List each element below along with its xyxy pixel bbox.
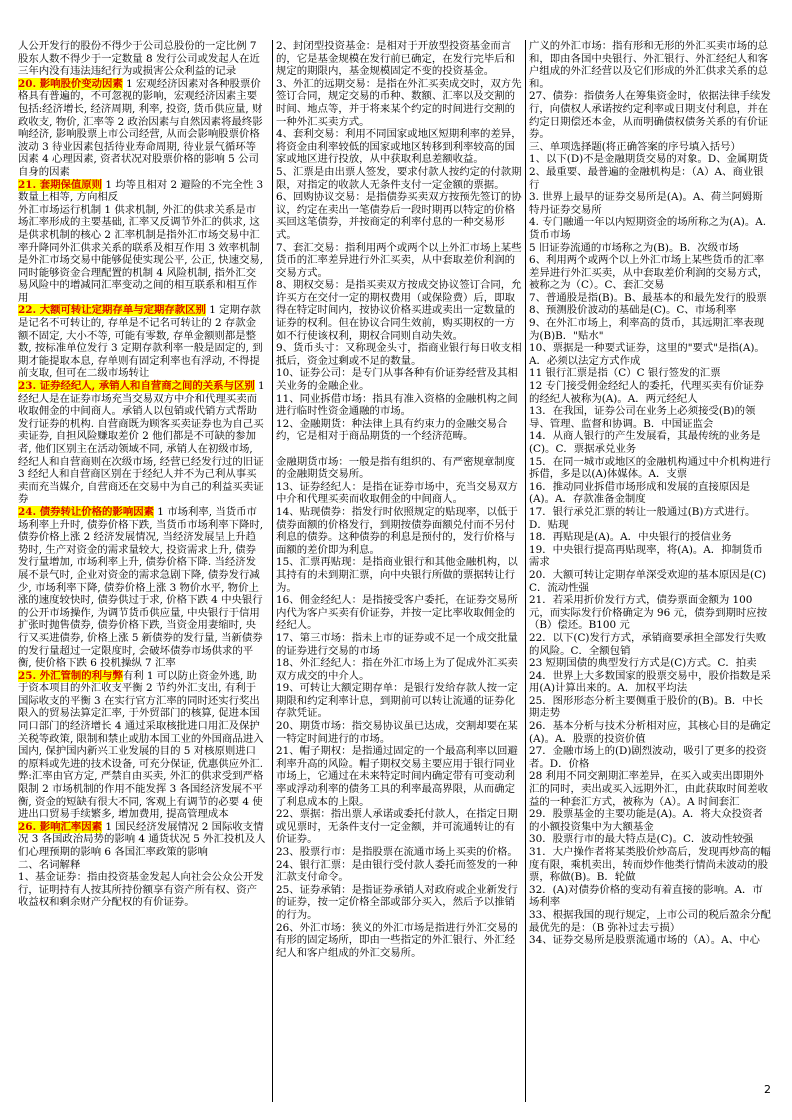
column-2 [272,40,522,1102]
col3-paragraph: 6、利用两个或两个以上外汇市场上某些货币的汇率差异进行外汇买卖，从中套取差价利润的交易方式，被称之为（C）。C、套汇交易 [529,254,768,292]
col2-paragraph: 5、汇票是由出票人签发，要求付款人按约定的付款期限，对指定的收款人无条件支付一定金额的票据。 [276,165,522,191]
col3-paragraph: 1、以下(D)不是金融期货交易的对象。D、金属期货 [529,153,769,166]
col2-paragraph: 18、外汇经纪人：指在外汇市场上为了促成外汇买卖双方成交的中介人。 [276,657,518,682]
col3-paragraph: 三、单项选择题(将正确答案的序号填入括号） [529,140,741,153]
col3-paragraph: 20．大额可转让定期存单深受欢迎的基本原因是(C)C．流动性强 [529,568,767,594]
col3-paragraph: 27．金融市场上的(D)剧烈波动，吸引了更多的投资者。D．价格 [529,745,767,770]
col3-paragraph: 10、票据是一种要式证券，这里的"要式"是指(A)。A．必须以法定方式作成 [529,342,765,367]
col2-paragraph: 19、可转让大额定期存单：是银行发给存款人按一定期限和约定利率计息，到期前可以转让流通的证券化存款凭证。 [276,682,518,720]
col3-paragraph: 16．推动同业拆借市场形成和发展的直接原因是(A)。A．存款准备金制度 [529,480,751,506]
col2-paragraph: 17、第三市场：指未上市的证券或不足一个成交批量的证券进行交易的市场 [276,631,518,657]
col2-paragraph: 13、证券经纪人：是指在证券市场中，充当交易双方中介和代理买卖而收取佣金的中间商人。 [276,480,518,506]
col3-paragraph: 34、证券交易所是股票流通市场的（A）。A、中心 [529,934,760,947]
paragraph-text: 有利 1 可以防止资金外逃, 助于资本项目的外汇收支平衡 2 节约外汇支出, 有利于国际收支的平衡 3 在实行官方汇率的同时还实行奖出限入的贸易法算定汇率, 于外贸部门的核算, 促进本国同口部门的经济增长 4 通过采取核批进口用汇及保护关税等政策, 限制和禁止或肋本国工业的外国商品进入国内, 保护国内新兴工业发展的目的 5 对核原则进口的原料或先进的技术设备, 可充分保证, 优惠供应外汇. 弊:汇率由官方定, 严禁自由买卖, 外汇的供求受到严格限制 2 市场机制的作用不能发挥 3 各国经济发展不平衡, 资金的短缺有很大不同, 客观上有调节的必要 4 使进出口贸易手续繁多, 增加费用, 提高管理成本 [18,669,264,821]
section-heading: 20. 影响股价变动因素 [18,77,123,90]
col2-paragraph: 20、期货市场：指交易协议虽已达成，交割却要在某一特定时间进行的市场。 [276,720,518,745]
col2-paragraph: 4、套利交易：利用不同国家或地区短期利率的差异，将资金由利率较低的国家或地区转移到利率较高的国家或地区进行投放，从中获取利息差额收益。 [276,128,522,166]
col3-paragraph: 广义的外汇市场：指有形和无形的外汇买卖市场的总和，即由各国中央银行、外汇银行、外汇经纪人和客户组成的外汇经营以及它们形成的外汇供求关系的总和。 [529,40,768,90]
col2-paragraph: 8、期权交易：是指买卖双方按成交协议签订合同，允许买方在交付一定的期权费用（或保险费）后，即取得在特定时间内，按协议价格买进或卖出一定数量的证券的权利。但在协议合同生效前，购买期权的一方如不行使该权利，期权合同则自动失效。 [276,279,522,342]
col1-paragraph [18,179,266,204]
col3-paragraph: 3. 世界上最早的证券交易所是(A)。A、荷兰阿姆斯特丹证券交易所 [529,191,763,216]
col3-paragraph: 5 旧证券流通的市场称之为(B)。B．次级市场 [529,241,739,254]
col3-paragraph: 29．股票基金的主要功能是(A)。A．将大众投资者的小额投资集中为大额基金 [529,808,763,833]
col3-paragraph: 24．世界上大多数国家的股票交易中，股价指数是采用(A)计算出来的。A．加权平均法 [529,669,771,695]
col3-paragraph: 8、预测股价波动的基础是(C)。C、市场利率 [529,304,737,317]
col3-paragraph: 28 利用不同交割期汇率差异，在买入或卖出即期外汇的同时，卖出或买入远期外汇，由此获取时间差收益的一种套汇方式，被称为（A）。A 时间套汇 [529,770,768,808]
col3-paragraph: 2、最重要、最普遍的金融机构是：（A）A、商业银行 [529,165,764,191]
col3-paragraph: 21．若采用折价发行方式，债券票面金额为 100 元，而实际发行价格确定为 96 元，债券到期时应按（B）偿还。B100 元 [529,594,768,632]
col1-paragraph [18,380,266,506]
col2-paragraph: 24、银行汇票：是由银行受付款人委托而签发的一种汇款支付命令。 [276,858,518,884]
col2-paragraph: 11、同业拆借市场：指具有准入资格的金融机构之间进行临时性资金通融的市场。 [276,392,518,418]
col2-paragraph: 22、票据：指出票人承诺或委托付款人，在指定日期或见票时，无条件支付一定金额，并可流通转让的有价证券。 [276,808,518,846]
col1-paragraph [18,871,266,909]
col3-paragraph: 17．银行承兑汇票的转让一般通过(B)方式进行。D．贴现 [529,505,756,531]
col1-paragraph [18,859,266,872]
col2-paragraph: 16、佣金经纪人：是指接受客户委托，在证券交易所内代为客户买卖有价证券，并按一定比率收取佣金的经纪人。 [276,594,518,632]
col2-paragraph: 2、封闭型投资基金：是相对于开放型投资基金而言的，它是基金规模在发行前已确定，在发行完毕后和规定的期限内，基金规模固定不变的投资基金。 [276,40,515,78]
col3-paragraph: 31．大户操作者将某类股价炒高后，发现再炒高的幅度有限，乘机卖出，转而炒作他类行情尚未波动的股票，称做(B)。B．轮做 [529,846,771,884]
section-heading: 23. 证券经纪人, 承销人和自营商之间的关系与区别 [18,380,255,393]
section-heading: 26. 影响汇率因素 [18,820,103,833]
col1-paragraph [18,670,266,821]
col3-paragraph: 4. 专门融通一年以内短期资金的场所称之为(A)。A. 货币市场 [529,216,767,241]
column-1 [18,40,266,1102]
col3-paragraph: 22．以下(C)发行方式，承销商要承担全部发行失败的风险。C．全额包销 [529,631,767,657]
col3-paragraph: 7、普通股是指(B)。B、最基本的和最先发行的股票 [529,291,767,304]
col3-paragraph: 12 专门接受佣金经纪人的委托，代理买卖有价证券的经纪人被称为(A)。A．两元经纪人 [529,380,764,405]
col1-paragraph [18,40,266,78]
paragraph-text: 1 宏观经济因素对各种股票价格具有普遍的，不可忽视的影响，宏观经济因素主要包括:经济增长, 经济周期, 利率, 投资, 货币供应量, 财政收支, 物价, 汇率等 2 政治因素与自然因素将最终影响经济, 影响股票上市公司经营, 从而会影响股票价格波动 3 待业因素包括待业寿命周期, 待业景气循环等因素 4 心理因素, 资者状况对股票价格的影响 5 公司自身的因素 [18,77,263,178]
col2-paragraph: 6、回购协议交易：是指债券买卖双方按预先签订的协议，约定在卖出一笔债券后一段时期再以特定的价格买回这笔债券，并按商定的利率付息的一种交易形式。 [276,191,522,241]
col3-paragraph: 13．在我国，证券公司在业务上必须接受(B)的领导、管理、监督和协调。B．中国证监会 [529,405,756,430]
col2-paragraph: 9、货币头寸：又称现金头寸，指商业银行每日收支相抵后，资金过剩或不足的数量。 [276,342,522,367]
paragraph-text: 1 经纪人是在证券市场充当交易双方中介和代理买卖而收取佣金的中间商人。承销人以包销或代销方式帮助发行证券的机构. 自营商既为顾客买卖证券也为自己买卖证券, 自担风险赚取差价 2 他们都是不可缺的参加者, 他们区别主在活动领域不同, 承销人在初级市场, 经纪人和自营商则在次级市场, 经营已经发行过的旧证 3 经纪人和自营商区别在于经纪人并不为己利从事买卖而充当媒介, 自营商还在交易中为自己的利益买卖证券 [18,380,265,506]
col2-paragraph: 7、套汇交易：指利用两个或两个以上外汇市场上某些货币的汇率差异进行外汇买卖，从中套取差价利润的交易方式。 [276,241,522,279]
col1-paragraph [18,204,266,305]
col2-paragraph: 26、外汇市场：狭义的外汇市场是指进行外汇交易的有形的固定场所，即由一些指定的外汇银行、外汇经纪人和客户组成的外汇交易所。 [276,921,518,959]
col3-paragraph: 18．再贴现是(A)。A．中央银行的授信业务 [529,531,732,544]
paragraph-text: 二、名词解释 [18,858,81,871]
col2-paragraph: 金融期货市场：一般是指有组织的、有严密规章制度的金融期货交易所。 [276,455,515,481]
paragraph-text: 1 国民经济发展情况 2 国际收支情况 3 各国政治局势的影响 4 通货状况 5 外汇投机及人们心理预期的影响 6 各国汇率政策的影响 [18,820,266,858]
section-heading: 22. 大额可转让定期存单与定期存款区别 [18,304,206,317]
col2-paragraph: 3、外汇的远期交易：是指在外汇买卖成交时，双方先签订合同，规定交易的币种、数额、汇率以及交割的时间、地点等，并于将来某个约定的时间进行交割的一种外汇买卖方式。 [276,77,522,128]
col2-paragraph: 12、金融期货：种法律上具有约束力的金融交易合约，它是相对于商品期货的一个经济范畴。 [276,417,508,443]
col2-paragraph: 10、证券公司：是专门从事各种有价证券经营及其相关业务的金融企业。 [276,367,518,393]
paragraph-text: 人公开发行的股份不得少于公司总股份的一定比例 7 股东人数不得少于一定数量 8 发行公司或发起人在近三年内没有违法违纪行为或损害公众利益的记录 [18,40,260,78]
col3-paragraph: 27、债券：指债务人在筹集资金时，依据法律手续发行，向债权人承诺按约定利率或日期支付利息，并在约定日期偿还本金，从而明确债权债务关系的有价证券。 [529,90,771,141]
col1-paragraph [18,821,266,859]
page-number: 2 [764,1083,771,1096]
col2-paragraph: 15、汇票再贴现：是指商业银行和其他金融机构，以其持有的未到期汇票，向中央银行所做的票据转让行为。 [276,556,518,594]
paragraph-text: 1、基金证券：指由投资基金发起人向社会公众公开发行，证明持有人按其所持份额享有资产所有权、资产收益权和剩余财产分配权的有价证券。 [18,871,264,909]
paragraph-text: 1 均等且相对 2 避险的不完全性 3 数量上相等, 方向相反 [18,178,264,204]
col2-paragraph: 23、股票行市：是指股票在流通市场上买卖的价格。 [276,846,518,858]
col2-paragraph [276,443,522,456]
section-heading: 25. 外汇管制的利与弊 [18,669,123,682]
col1-paragraph [18,304,266,380]
col2-paragraph: 21、帽子期权：是指通过固定的一个最高利率以回避利率升高的风险。帽子期权交易主要应用于银行同业市场上，它通过在未来特定时间内确定带有可变动利率或浮动利率的债务工具的利率最高界限，从而确定了利息成本的上限。 [276,745,518,808]
col3-paragraph: 11 银行汇票是指（C）C 银行签发的汇票 [529,367,721,380]
col2-paragraph: 25、证券承销：是指证券承销人对政府或企业新发行的证券，按一定价格全部或部分买入，然后予以推销的行为。 [276,883,518,921]
col3-paragraph: 19．中央银行提高再贴现率，将(A)。A．抑制货币需求 [529,543,763,569]
col3-paragraph: 23 短期国债的典型发行方式是(C)方式。C．拍卖 [529,657,757,670]
col2-paragraph: 14、贴现债券：指发行时依照规定的贴现率，以低于债券面额的价格发行，到期按债券面额兑付而不另付利息的债券。这种债券的利息是预付的，发行价格与面额的差价即为利息。 [276,505,518,556]
col3-paragraph: 9、在外汇市场上，利率高的货币，其远期汇率表现为(B)B．"贴水" [529,317,765,342]
section-heading: 21. 套期保值原则 [18,178,103,191]
section-heading: 24. 债券转让价格的影响因素 [18,505,154,518]
col3-paragraph: 32．(A)对债券价格的变动有着直接的影响。A．市场利率 [529,883,763,909]
col3-paragraph: 30．股票行市的最大特点是(C)。C．波动性较强 [529,833,754,846]
document-page [18,40,772,1102]
column-3 [525,40,773,1102]
col3-paragraph: 25．图形形态分析主要侧重于股价的(B)。B．中长期走势 [529,694,764,720]
col1-paragraph [18,78,266,179]
col1-paragraph [18,506,266,670]
col3-paragraph: 33、根据我国的现行规定，上市公司的税后盈余分配最优先的是：（B 弥补过去亏损） [529,908,771,934]
col3-paragraph: 15．在同一城市或地区的金融机构通过中介机构进行拆借，多是以(A)体媒体。A．支票 [529,455,771,481]
paragraph-text: 外汇市场运行机制 1 供求机制, 外汇的供求关系是市场汇率形成的主要基础, 汇率又反调节外汇的供求, 这是供求机制的核心 2 汇率机制是指外汇市场交易中汇率升降同外汇供求关系的联系及相互作用 3 效率机制是外汇市场交易中能够促使实现公平, 公正, 快速交易, 同时能够资金合理配置的机制 4 风险机制, 指外汇交易风险中的增减同汇率变动之间的相互联系和相互作用 [18,203,264,304]
col3-paragraph: 26．基本分析与技术分析相对应，其核心目的是确定(A)。A．股票的投资价值 [529,720,771,745]
col3-paragraph: 14．从商人银行的产生发展看，其最传统的业务是(C)。C．票据承兑业务 [529,430,761,455]
paragraph-text: 1 定期存款是记名不可转让的, 存单是不记名可转让的 2 存款金额不固定, 大小不等, 可能有零数, 存单金额则都是整数, 按标准单位发行 3 定期存款利率一般是固定的, 到期才能提取本息, 存单则有固定利率也有浮动, 不得提前支取, 但可在二级市场转让 [18,304,263,380]
paragraph-text: 1 市场利率, 当货币市场利率上升时, 债券价格下跌, 当货币市场利率下降时, 债券价格上涨 2 经济发展情况, 当经济发展呈上升趋势时, 生产对资金的需求量较大, 投资需求上升, 债券发行量增加, 市场利率上升, 债券价格下降. 当经济发展不景气时, 企业对资金的需求急剧下降, 债券发行减少, 市场利率下降, 债券价格上涨 3 物价水平, 物价上涨的速度较快时, 债券供过于求, 价格下跌 4 中央银行的公开市场操作, 为调节货币供应量, 中央银行于信用扩张时抛售债券, 债券价格下跌, 当资金用妻缩时, 央行又买进债券, 价格上涨 5 新债券的发行量, 当新债券的发行量超过一定限度时, 会破坏债券市场供求的平衡, 使价格下跌 6 投机操纵 7 汇率 [18,505,264,670]
